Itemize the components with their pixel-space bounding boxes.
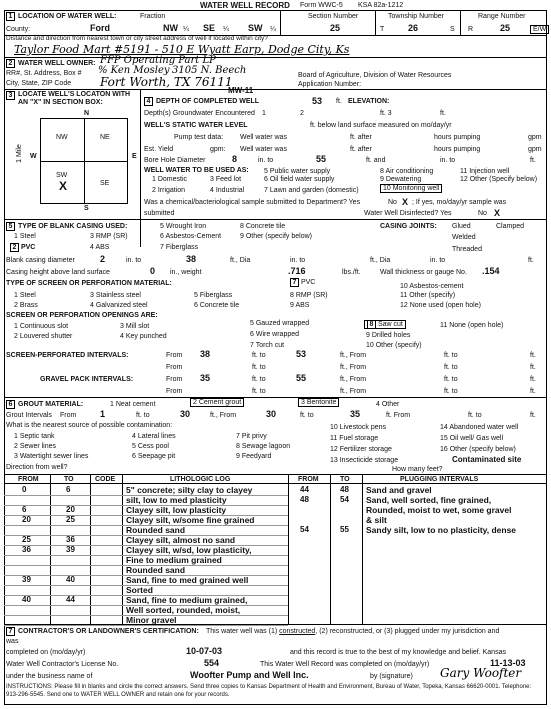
groundwater-label: Depth(s) Groundwater Encountered <box>144 110 255 117</box>
log-right-row-from: 54 <box>300 525 309 534</box>
height-label: Casing height above land surface <box>6 269 110 276</box>
grout-from-2: 30 <box>266 409 277 419</box>
bore-ft: ft. <box>530 157 536 164</box>
log-left-row-desc: Clayey silt, low plasticity <box>126 505 227 515</box>
opening-continuous: 1 Continuous slot <box>14 323 69 330</box>
bore-in-to: in. to <box>258 157 274 164</box>
directions-value: Taylor Food Mart #5191 - 510 E Wyatt Earp, Dodge City, Ks <box>14 43 350 56</box>
form-title: WATER WELL RECORD <box>200 1 290 10</box>
section-1-number: 1 <box>6 12 15 21</box>
log-left-row-desc: Rounded sand <box>126 525 186 535</box>
gw-3: ft. 3 <box>380 110 392 117</box>
screen-brass: 2 Brass <box>14 302 38 309</box>
log-head-plugging: PLUGGING INTERVALS <box>400 476 479 483</box>
log-right-row-desc: & silt <box>366 515 387 525</box>
ft-after: ft. after <box>350 134 372 141</box>
board-label: Board of Agriculture, Division of Water Resources <box>298 72 452 79</box>
quad-ne: NE <box>100 134 110 141</box>
hours-pumping: hours pumping <box>434 134 481 141</box>
mw-id: MW-11 <box>228 86 254 95</box>
quarter-1: ¼ <box>183 26 189 33</box>
use-monitoring: 10 Monitoring well <box>380 185 442 192</box>
screen-other: 11 Other (specify) <box>400 292 456 299</box>
use-label: WELL WATER TO BE USED AS: <box>144 167 249 174</box>
fraction-2: SE <box>203 23 216 33</box>
use-feedlot: 3 Feed lot <box>210 176 242 183</box>
range-ew: E/W <box>530 26 549 33</box>
diam-ft: ft. <box>528 257 534 264</box>
log-left-row-to: 40 <box>66 575 75 584</box>
section-5-number: 5 <box>6 222 15 231</box>
how-many-label: How many feet? <box>392 466 443 473</box>
cert-text: This water well was (1) constructed, (2) reconstructed, or (3) plugged under my jurisdiction and <box>206 628 500 635</box>
grout-ft-to: ft. to <box>136 412 150 419</box>
range-value: 25 <box>500 23 511 33</box>
log-head-to-2: TO <box>340 476 350 483</box>
grout-cement: 2 Cement grout <box>190 399 244 406</box>
contam-other-value: Contaminated site <box>452 455 522 464</box>
gravel-from-label: From <box>166 376 183 383</box>
gravel-from: 35 <box>200 373 211 383</box>
static-level-label: WELL'S STATIC WATER LEVEL <box>144 122 248 129</box>
perf-to: 53 <box>296 349 307 359</box>
owner-address: 3105 N. Beech <box>172 65 247 76</box>
log-left-row-desc: Sand, fine to medium grained, <box>126 595 248 605</box>
depth-label: DEPTH OF COMPLETED WELL <box>156 98 260 105</box>
opening-other: 10 Other (specify) <box>366 342 422 349</box>
log-right-row-to: 54 <box>340 495 349 504</box>
contam-abandoned: 14 Abandoned water well <box>440 424 519 431</box>
screen-pvc: 7 PVC <box>290 278 315 287</box>
depth-value: 53 <box>312 96 323 106</box>
casing-other: 9 Other (specify below) <box>240 233 312 240</box>
signature-label: by (signature) <box>370 673 413 680</box>
compass-s: S <box>84 205 89 212</box>
section-number-value: 25 <box>330 23 341 33</box>
range-r: R <box>468 26 474 33</box>
disinfected-label: Water Well Disinfected? Yes <box>364 210 452 217</box>
perf2-ft: ft. <box>530 364 536 371</box>
township-t: T <box>380 26 385 33</box>
disinfected-no: No <box>478 210 487 217</box>
submitted-label: submitted <box>144 210 175 217</box>
township-s: S <box>450 26 455 33</box>
bore-label: Bore Hole Diameter <box>144 157 206 164</box>
record-date: 11-13-03 <box>490 658 526 668</box>
opening-saw: 8 Saw cut <box>364 320 406 329</box>
grout-to-2: 35 <box>350 409 361 419</box>
wall-label: Wall thickness or gauge No. <box>380 269 467 276</box>
completed-date: 10-07-03 <box>186 646 223 656</box>
height-value: 0 <box>150 266 156 276</box>
perf2-from-label: From <box>166 364 183 371</box>
well-water-was: Well water was <box>240 134 287 141</box>
static-level-tail: ft. below land surface measured on mo/day/yr <box>310 122 452 129</box>
diameter-to-value: 38 <box>186 254 197 264</box>
log-head-code: CODE <box>95 476 116 483</box>
use-oilfield: 6 Oil field water supply <box>264 176 335 183</box>
yield-label: Est. Yield <box>144 146 174 153</box>
grout-ft: ft. <box>530 412 536 419</box>
application-label: Application Number: <box>298 81 362 88</box>
gravel-ft: ft. <box>530 376 536 383</box>
wall-value: .154 <box>482 266 500 276</box>
quarter-3: ¼ <box>270 26 276 33</box>
screen-label: TYPE OF SCREEN OR PERFORATION MATERIAL: <box>6 280 172 287</box>
section-4-number: 4 <box>144 97 153 106</box>
ksa-reference: KSA 82a-1212 <box>358 2 404 9</box>
owner-care-of: % Ken Mosley <box>98 65 170 76</box>
contam-privy: 7 Pit privy <box>236 433 267 440</box>
grout-ft-to-3: ft. to <box>468 412 482 419</box>
sample-tail: ; If yes, mo/day/yr sample was <box>412 199 507 206</box>
log-head-from-2: FROM <box>298 476 319 483</box>
grout-ft-from: ft., From <box>210 412 237 419</box>
screen-galvanized: 4 Galvanized steel <box>90 302 148 309</box>
diam-in-to-2: in. to <box>290 257 306 264</box>
joint-clamped: Clamped <box>496 223 525 230</box>
log-left-row-from: 0 <box>22 485 27 494</box>
hours-pumping-2: hours pumping <box>434 146 481 153</box>
casing-steel: 1 Steel <box>14 233 36 240</box>
screen-asbestos: 10 Asbestos-cement <box>400 283 464 290</box>
compass-w: W <box>30 153 37 160</box>
casing-abs: 4 ABS <box>90 244 110 251</box>
contam-cess: 5 Cess pool <box>132 443 169 450</box>
gw-2: 2 <box>300 110 304 117</box>
perf-ft-from: ft., From <box>340 352 367 359</box>
opening-drilled: 9 Drilled holes <box>366 332 411 339</box>
opening-none: 11 None (open hole) <box>440 322 504 329</box>
section-6-number: 6 <box>6 400 15 409</box>
cert-label: CONTRACTOR'S OR LANDOWNER'S CERTIFICATION: <box>18 628 199 635</box>
contamination-label: What is the nearest source of possible contamination: <box>6 422 173 429</box>
log-left-row-desc: Minor gravel <box>126 615 177 625</box>
log-left-row-to: 20 <box>66 505 75 514</box>
log-left-row-from: 39 <box>22 575 31 584</box>
county-value: Ford <box>90 23 110 33</box>
casing-wrought: 5 Wrought Iron <box>160 223 207 230</box>
disinfected-x: X <box>494 208 501 218</box>
diam-ft-dia-2: ft., Dia <box>370 257 391 264</box>
sample-label: Was a chemical/bacteriological sample submitted to Department? Yes <box>144 199 361 206</box>
log-right-row-from: 48 <box>300 495 309 504</box>
log-left-row-desc: Sand, fine to med grained well <box>126 575 249 585</box>
grout-intervals-label: Grout Intervals <box>6 412 52 419</box>
log-left-row-to: 39 <box>66 545 75 554</box>
compass-n: N <box>84 110 90 117</box>
screen-rmp: 8 RMP (SR) <box>290 292 328 299</box>
fraction-1: NW <box>163 23 178 33</box>
log-left-row-to: 36 <box>66 535 75 544</box>
quarter-2: ¼ <box>223 26 229 33</box>
log-head-litho: LITHOLOGIC LOG <box>170 476 231 483</box>
gravel2-to-label: ft. to <box>252 388 266 395</box>
log-left-row-from: 6 <box>22 505 27 514</box>
use-irrigation: 2 Irrigation <box>152 187 186 194</box>
casing-concrete: 8 Concrete tile <box>240 223 286 230</box>
perf-to-label-2: ft. to <box>444 352 458 359</box>
contam-septic: 1 Septic tank <box>14 433 55 440</box>
opening-mill: 3 Mill slot <box>120 323 150 330</box>
bore-in-to-2: in. to <box>440 157 456 164</box>
grout-to: 30 <box>180 409 191 419</box>
joint-glued: Glued <box>452 223 471 230</box>
grout-ft-to-2: ft. to <box>300 412 314 419</box>
contam-oil-gas: 15 Oil well/ Gas well <box>440 435 504 442</box>
screen-fiberglass: 5 Fiberglass <box>194 292 233 299</box>
ft-after-2: ft. after <box>350 146 372 153</box>
use-public: 5 Public water supply <box>264 168 331 175</box>
gravel-ft-from: ft., From <box>340 376 367 383</box>
range-label: Range Number <box>478 13 526 20</box>
use-air: 8 Air conditioning <box>380 168 434 175</box>
gravel2-ft: ft. <box>530 388 536 395</box>
grout-other: 4 Other <box>376 401 400 408</box>
contam-insecticide: 13 Insecticide storage <box>330 457 399 464</box>
gpm-unit-2: gpm <box>528 146 542 153</box>
elevation-label: ELEVATION: <box>348 98 390 105</box>
gravel-to: 55 <box>296 373 307 383</box>
log-head-from: FROM <box>18 476 39 483</box>
grout-from: 1 <box>100 409 106 419</box>
business-label: under the business name of <box>6 673 93 680</box>
gravel2-ft-from: ft., From <box>340 388 367 395</box>
log-right-row-desc: Sand, well sorted, fine grained, <box>366 495 492 505</box>
sample-x: X <box>402 197 409 207</box>
township-label: Township Number <box>388 13 445 20</box>
section-number-label: Section Number <box>308 13 359 20</box>
diam-in-to: in. to <box>126 257 142 264</box>
section-3-number: 3 <box>6 91 15 100</box>
section-2-number: 2 <box>6 59 15 68</box>
perf-from-label: From <box>166 352 183 359</box>
gpm-unit: gpm <box>528 134 542 141</box>
log-left-row-desc: 5" concrete; silty clay to clayey <box>126 485 253 495</box>
completed-label: completed on (mo/day/yr) <box>6 649 86 656</box>
joint-welded: Welded <box>452 234 476 241</box>
gravel2-from-label: From <box>166 388 183 395</box>
joint-threaded: Threaded <box>452 246 482 253</box>
well-water-was-2: Well water was <box>240 146 287 153</box>
log-left-row-to: 44 <box>66 595 75 604</box>
township-value: 26 <box>408 23 419 33</box>
screen-none: 12 None used (open hole) <box>400 302 481 309</box>
use-domestic: 1 Domestic <box>152 176 188 183</box>
grout-label: GROUT MATERIAL: <box>18 401 84 408</box>
casing-pvc: 2 PVC <box>10 243 35 252</box>
diam-in-to-3: in. to <box>430 257 446 264</box>
grout-from-label: From <box>60 412 77 419</box>
opening-wire: 6 Wire wrapped <box>250 331 300 338</box>
use-dewatering: 9 Dewatering <box>380 176 422 183</box>
height-in-weight: in., weight <box>170 269 202 276</box>
depth-unit: ft. <box>336 98 342 105</box>
use-lawn: 7 Lawn and garden (domestic) <box>264 187 359 194</box>
log-left-row-desc: Sorted <box>126 585 153 595</box>
log-left-row-desc: Rounded sand <box>126 565 186 575</box>
fraction-label: Fraction <box>140 13 166 20</box>
gw-1: 1 <box>262 110 266 117</box>
log-right-row-desc: Sand and gravel <box>366 485 432 495</box>
gravel-to-label-2: ft. to <box>444 376 458 383</box>
compass-e: E <box>132 153 137 160</box>
weight-unit: lbs./ft. <box>342 269 361 276</box>
log-left-row-desc: Clayey silt, w/sd, low plasticity, <box>126 545 252 555</box>
directions-label: Distance and direction from nearest town or city street address of well if located within city? <box>6 35 268 42</box>
gravel2-to-label-2: ft. to <box>444 388 458 395</box>
log-right-row-desc: Sandy silt, low to no plasticity, dense <box>366 525 517 535</box>
use-other: 12 Other (Specify below) <box>460 176 538 183</box>
grout-ft-from-2: ft. From <box>386 412 411 419</box>
license-label: Water Well Contractor's License No. <box>6 661 119 668</box>
screen-steel: 1 Steel <box>14 292 36 299</box>
sample-no: No <box>388 199 397 206</box>
cert-was: was <box>6 638 19 645</box>
openings-label: SCREEN OR PERFORATION OPENINGS ARE: <box>6 312 158 319</box>
screen-stainless: 3 Stainless steel <box>90 292 141 299</box>
form-number: Form WWC-5 <box>300 2 343 9</box>
bore-to-value: 55 <box>316 154 327 164</box>
quad-nw: NW <box>56 134 68 141</box>
business-name: Woofter Pump and Well Inc. <box>190 670 309 680</box>
owner-city: Fort Worth, TX 76111 <box>100 75 233 89</box>
section-1-label: LOCATION OF WATER WELL: <box>18 13 117 20</box>
screen-abs: 9 ABS <box>290 302 310 309</box>
log-left-row-from: 20 <box>22 515 31 524</box>
log-left-row-from: 36 <box>22 545 31 554</box>
contam-feedyard: 9 Feedyard <box>236 453 272 460</box>
log-left-row-desc: silt, low to med plasticity <box>126 495 227 505</box>
weight-value: .716 <box>288 266 306 276</box>
opening-gauzed: 5 Gauzed wrapped <box>250 320 310 327</box>
contam-lagoon: 8 Sewage lagoon <box>236 443 291 450</box>
log-left-row-from: 40 <box>22 595 31 604</box>
perf-from: 38 <box>200 349 211 359</box>
quad-sw: SW <box>56 172 68 179</box>
use-injection: 11 Injection well <box>460 168 510 175</box>
opening-torch: 7 Torch cut <box>250 342 285 349</box>
fraction-3: SW <box>248 23 263 33</box>
diameter-value: 2 <box>100 254 106 264</box>
instructions-text: INSTRUCTIONS: Please fill in blanks and circle the correct answers. Send three copies to Kansas Department of Health and Environment, Bureau of Water, Topeka, Kansas 66620-0001. Telephone: 913-296-5545. Send one to WATER WELL OWNER and retain one for your records. <box>6 684 532 698</box>
use-industrial: 4 Industrial <box>210 187 245 194</box>
gravel-to-label: ft. to <box>252 376 266 383</box>
contam-sewer: 2 Sewer lines <box>14 443 57 450</box>
yield-gpm: gpm: <box>210 146 226 153</box>
log-left-row-from: 25 <box>22 535 31 544</box>
address-label: RR#, St. Address, Box # <box>6 70 82 77</box>
signature: Gary Woofter <box>440 666 522 680</box>
log-left-row-to: 6 <box>66 485 71 494</box>
log-left-row-desc: Clayey silt, w/some fine grained <box>126 515 255 525</box>
bore-ft-and: ft. and <box>366 157 386 164</box>
contam-seepage: 6 Seepage pit <box>132 453 176 460</box>
perf2-to-label-2: ft. to <box>444 364 458 371</box>
city-label: City, State, ZIP Code <box>6 80 72 87</box>
bore-value: 8 <box>232 154 238 164</box>
section-3-label: LOCATE WELL'S LOCATON WITH AN "X" IN SECTION BOX: <box>18 91 131 107</box>
contam-fertilizer: 12 Fertilizer storage <box>330 446 392 453</box>
direction-label: Direction from well? <box>6 464 68 471</box>
opening-key: 4 Key punched <box>120 333 167 340</box>
pump-test-label: Pump test data: <box>174 134 224 141</box>
perf-to-label: ft. to <box>252 352 266 359</box>
perf2-to-label: ft. to <box>252 364 266 371</box>
contam-fuel: 11 Fuel storage <box>330 435 379 442</box>
log-left-row-desc: Clayey silt, almost no sand <box>126 535 236 545</box>
contam-other: 16 Other (specify below) <box>440 446 516 453</box>
log-left-row-to: 25 <box>66 515 75 524</box>
county-label: County: <box>6 26 31 33</box>
contam-livestock: 10 Livestock pens <box>330 424 387 431</box>
contam-watertight: 3 Watertight sewer lines <box>14 453 89 460</box>
gw-ft: ft. <box>440 110 446 117</box>
quad-se: SE <box>100 180 110 187</box>
log-right-row-desc: Rounded, moist to wet, some gravel <box>366 505 512 515</box>
grout-neat: 1 Neat cement <box>110 401 156 408</box>
log-left-row-desc: Fine to medium grained <box>126 555 222 565</box>
diam-ft-dia: ft., Dia <box>230 257 251 264</box>
perf-label: SCREEN-PERFORATED INTERVALS: <box>6 352 129 359</box>
casing-asbestos: 6 Asbestos-Cement <box>160 233 222 240</box>
grout-bentonite: 3 Bentonite <box>298 399 339 406</box>
casing-fiberglass: 7 Fiberglass <box>160 244 199 251</box>
log-head-to: TO <box>64 476 74 483</box>
perf-ft: ft. <box>530 352 536 359</box>
true-text: and this record is true to the best of my knowledge and belief. Kansas <box>290 649 506 656</box>
log-right-row-to: 55 <box>340 525 349 534</box>
joints-label: CASING JOINTS: <box>380 223 437 230</box>
screen-concrete: 6 Concrete tile <box>194 302 240 309</box>
section-7-number: 7 <box>6 627 15 636</box>
diameter-label: Blank casing diameter <box>6 257 75 264</box>
gravel-label: GRAVEL PACK INTERVALS: <box>40 376 134 383</box>
log-left-row-desc: Well sorted, rounded, moist, <box>126 605 241 615</box>
log-right-row-from: 44 <box>300 485 309 494</box>
perf2-ft-from: ft., From <box>340 364 367 371</box>
log-right-row-to: 48 <box>340 485 349 494</box>
opening-louvered: 2 Louvered shutter <box>14 333 73 340</box>
license-value: 554 <box>204 658 220 668</box>
contam-lateral: 4 Lateral lines <box>132 433 176 440</box>
owner-name: FFP Operating Part LP <box>100 55 216 66</box>
location-mark: X <box>59 179 68 193</box>
section-2-label: WATER WELL OWNER: <box>18 60 96 67</box>
casing-label: TYPE OF BLANK CASING USED: <box>18 223 128 230</box>
casing-rmp: 3 RMP (SR) <box>90 233 128 240</box>
record-label: This Water Well Record was completed on (mo/day/yr) <box>260 661 430 668</box>
mile-label: 1 Mile <box>15 144 23 163</box>
